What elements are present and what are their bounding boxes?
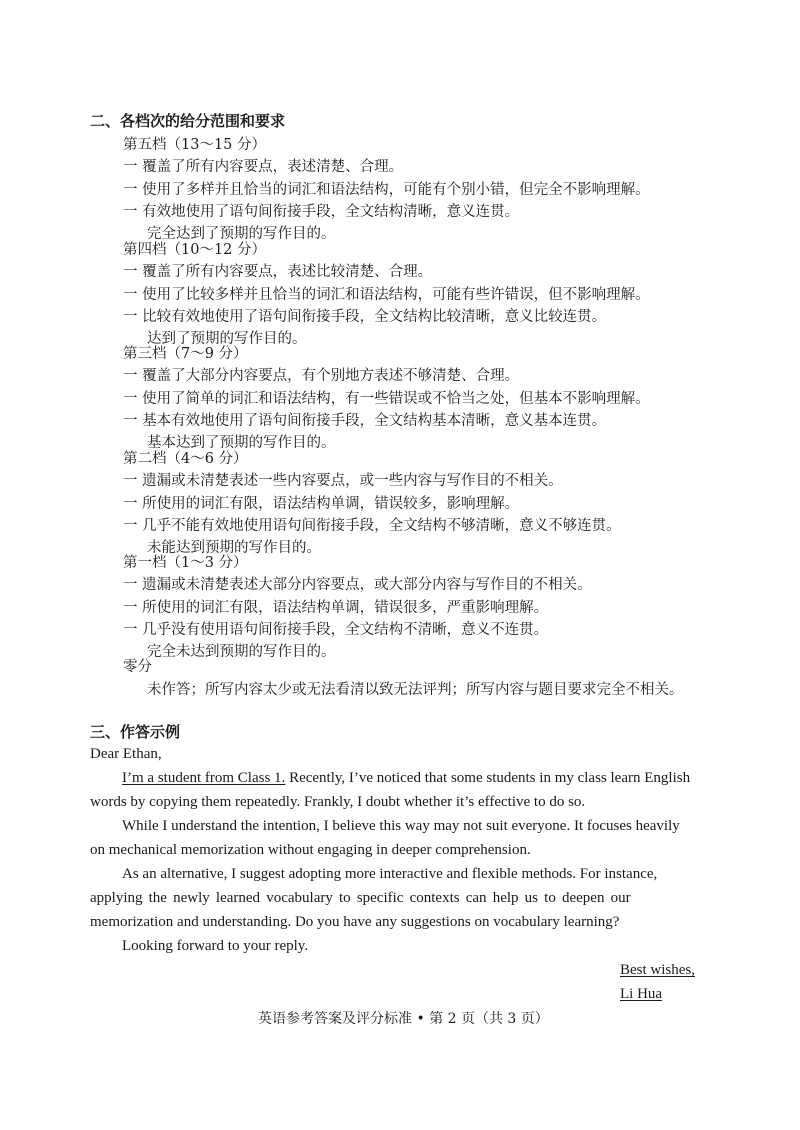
band-4-note: 达到了预期的写作目的。 (147, 331, 307, 347)
underlined-opening-sentence: I’m a student from Class 1. (122, 770, 286, 786)
band-1-item-1: 一 遗漏或未清楚表述大部分内容要点，或大部分内容与写作目的不相关。 (123, 577, 592, 593)
zero-score-label: 零分 (123, 659, 152, 675)
band-2-label: 第二档（4～6 分） (123, 451, 248, 467)
band-4-item-3: 一 比较有效地使用了语句间衔接手段，全文结构比较清晰，意义比较连贯。 (123, 309, 607, 325)
band-2-note: 未能达到预期的写作目的。 (147, 540, 321, 556)
band-4-item-1: 一 覆盖了所有内容要点，表述比较清楚、合理。 (123, 264, 433, 280)
band-3-item-3: 一 基本有效地使用了语句间衔接手段，全文结构基本清晰，意义基本连贯。 (123, 413, 607, 429)
letter-paragraph-3-line-1: As an alternative, I suggest adopting more interactive and flexible methods. For instance, (122, 866, 658, 882)
band-4-label: 第四档（10～12 分） (123, 242, 267, 258)
letter-closing: Best wishes, (620, 962, 695, 978)
letter-salutation: Dear Ethan, (90, 746, 162, 762)
letter-paragraph-3-line-3: memorization and understanding. Do you have any suggestions on vocabulary learning? (90, 914, 620, 930)
letter-signature: Li Hua (620, 986, 663, 1002)
zero-score-text: 未作答；所写内容太少或无法看清以致无法评判；所写内容与题目要求完全不相关。 (147, 682, 684, 698)
band-3-item-1: 一 覆盖了大部分内容要点，有个别地方表述不够清楚、合理。 (123, 368, 520, 384)
band-5-item-3: 一 有效地使用了语句间衔接手段，全文结构清晰，意义连贯。 (123, 204, 520, 220)
band-2-item-3: 一 几乎不能有效地使用语句间衔接手段，全文结构不够清晰，意义不够连贯。 (123, 518, 621, 534)
band-2-item-2: 一 所使用的词汇有限，语法结构单调，错误较多，影响理解。 (123, 496, 520, 512)
band-4-item-2: 一 使用了比较多样并且恰当的词汇和语法结构，可能有些许错误，但不影响理解。 (123, 287, 650, 303)
letter-paragraph-1-line-1 (122, 768, 690, 788)
letter-paragraph-2-line-2: on mechanical memorization without engaging in deeper comprehension. (90, 842, 531, 858)
section-2-title: 二、各档次的给分范围和要求 (90, 112, 286, 130)
letter-paragraph-2-line-1: While I understand the intention, I believe this way may not suit everyone. It focuses heavily (122, 818, 680, 834)
band-1-item-3: 一 几乎没有使用语句间衔接手段，全文结构不清晰，意义不连贯。 (123, 622, 549, 638)
band-5-item-2: 一 使用了多样并且恰当的词汇和语法结构，可能有个别小错，但完全不影响理解。 (123, 182, 650, 198)
letter-paragraph-3-line-2: applying the newly learned vocabulary to specific contexts can help us to deepen our (90, 890, 631, 906)
band-1-label: 第一档（1～3 分） (123, 555, 248, 571)
section-3-title: 三、作答示例 (90, 723, 181, 741)
band-5-label: 第五档（13～15 分） (123, 137, 267, 153)
band-1-note: 完全未达到预期的写作目的。 (147, 644, 336, 660)
band-1-item-2: 一 所使用的词汇有限，语法结构单调，错误很多，严重影响理解。 (123, 600, 549, 616)
band-5-item-1: 一 覆盖了所有内容要点，表述清楚、合理。 (123, 159, 404, 175)
band-3-item-2: 一 使用了简单的词汇和语法结构，有一些错误或不恰当之处，但基本不影响理解。 (123, 391, 650, 407)
paragraph-1-line-1-rest: Recently, I’ve noticed that some students in my class learn English (285, 770, 691, 786)
letter-paragraph-4: Looking forward to your reply. (122, 938, 309, 954)
letter-paragraph-1-line-2: words by copying them repeatedly. Frankly, I doubt whether it’s effective to do so. (90, 794, 586, 810)
page-footer: 英语参考答案及评分标准 • 第 2 页（共 3 页） (258, 1011, 549, 1027)
band-2-item-1: 一 遗漏或未清楚表述一些内容要点，或一些内容与写作目的不相关。 (123, 473, 563, 489)
band-3-note: 基本达到了预期的写作目的。 (147, 435, 336, 451)
band-5-note: 完全达到了预期的写作目的。 (147, 226, 336, 242)
band-3-label: 第三档（7～9 分） (123, 346, 248, 362)
